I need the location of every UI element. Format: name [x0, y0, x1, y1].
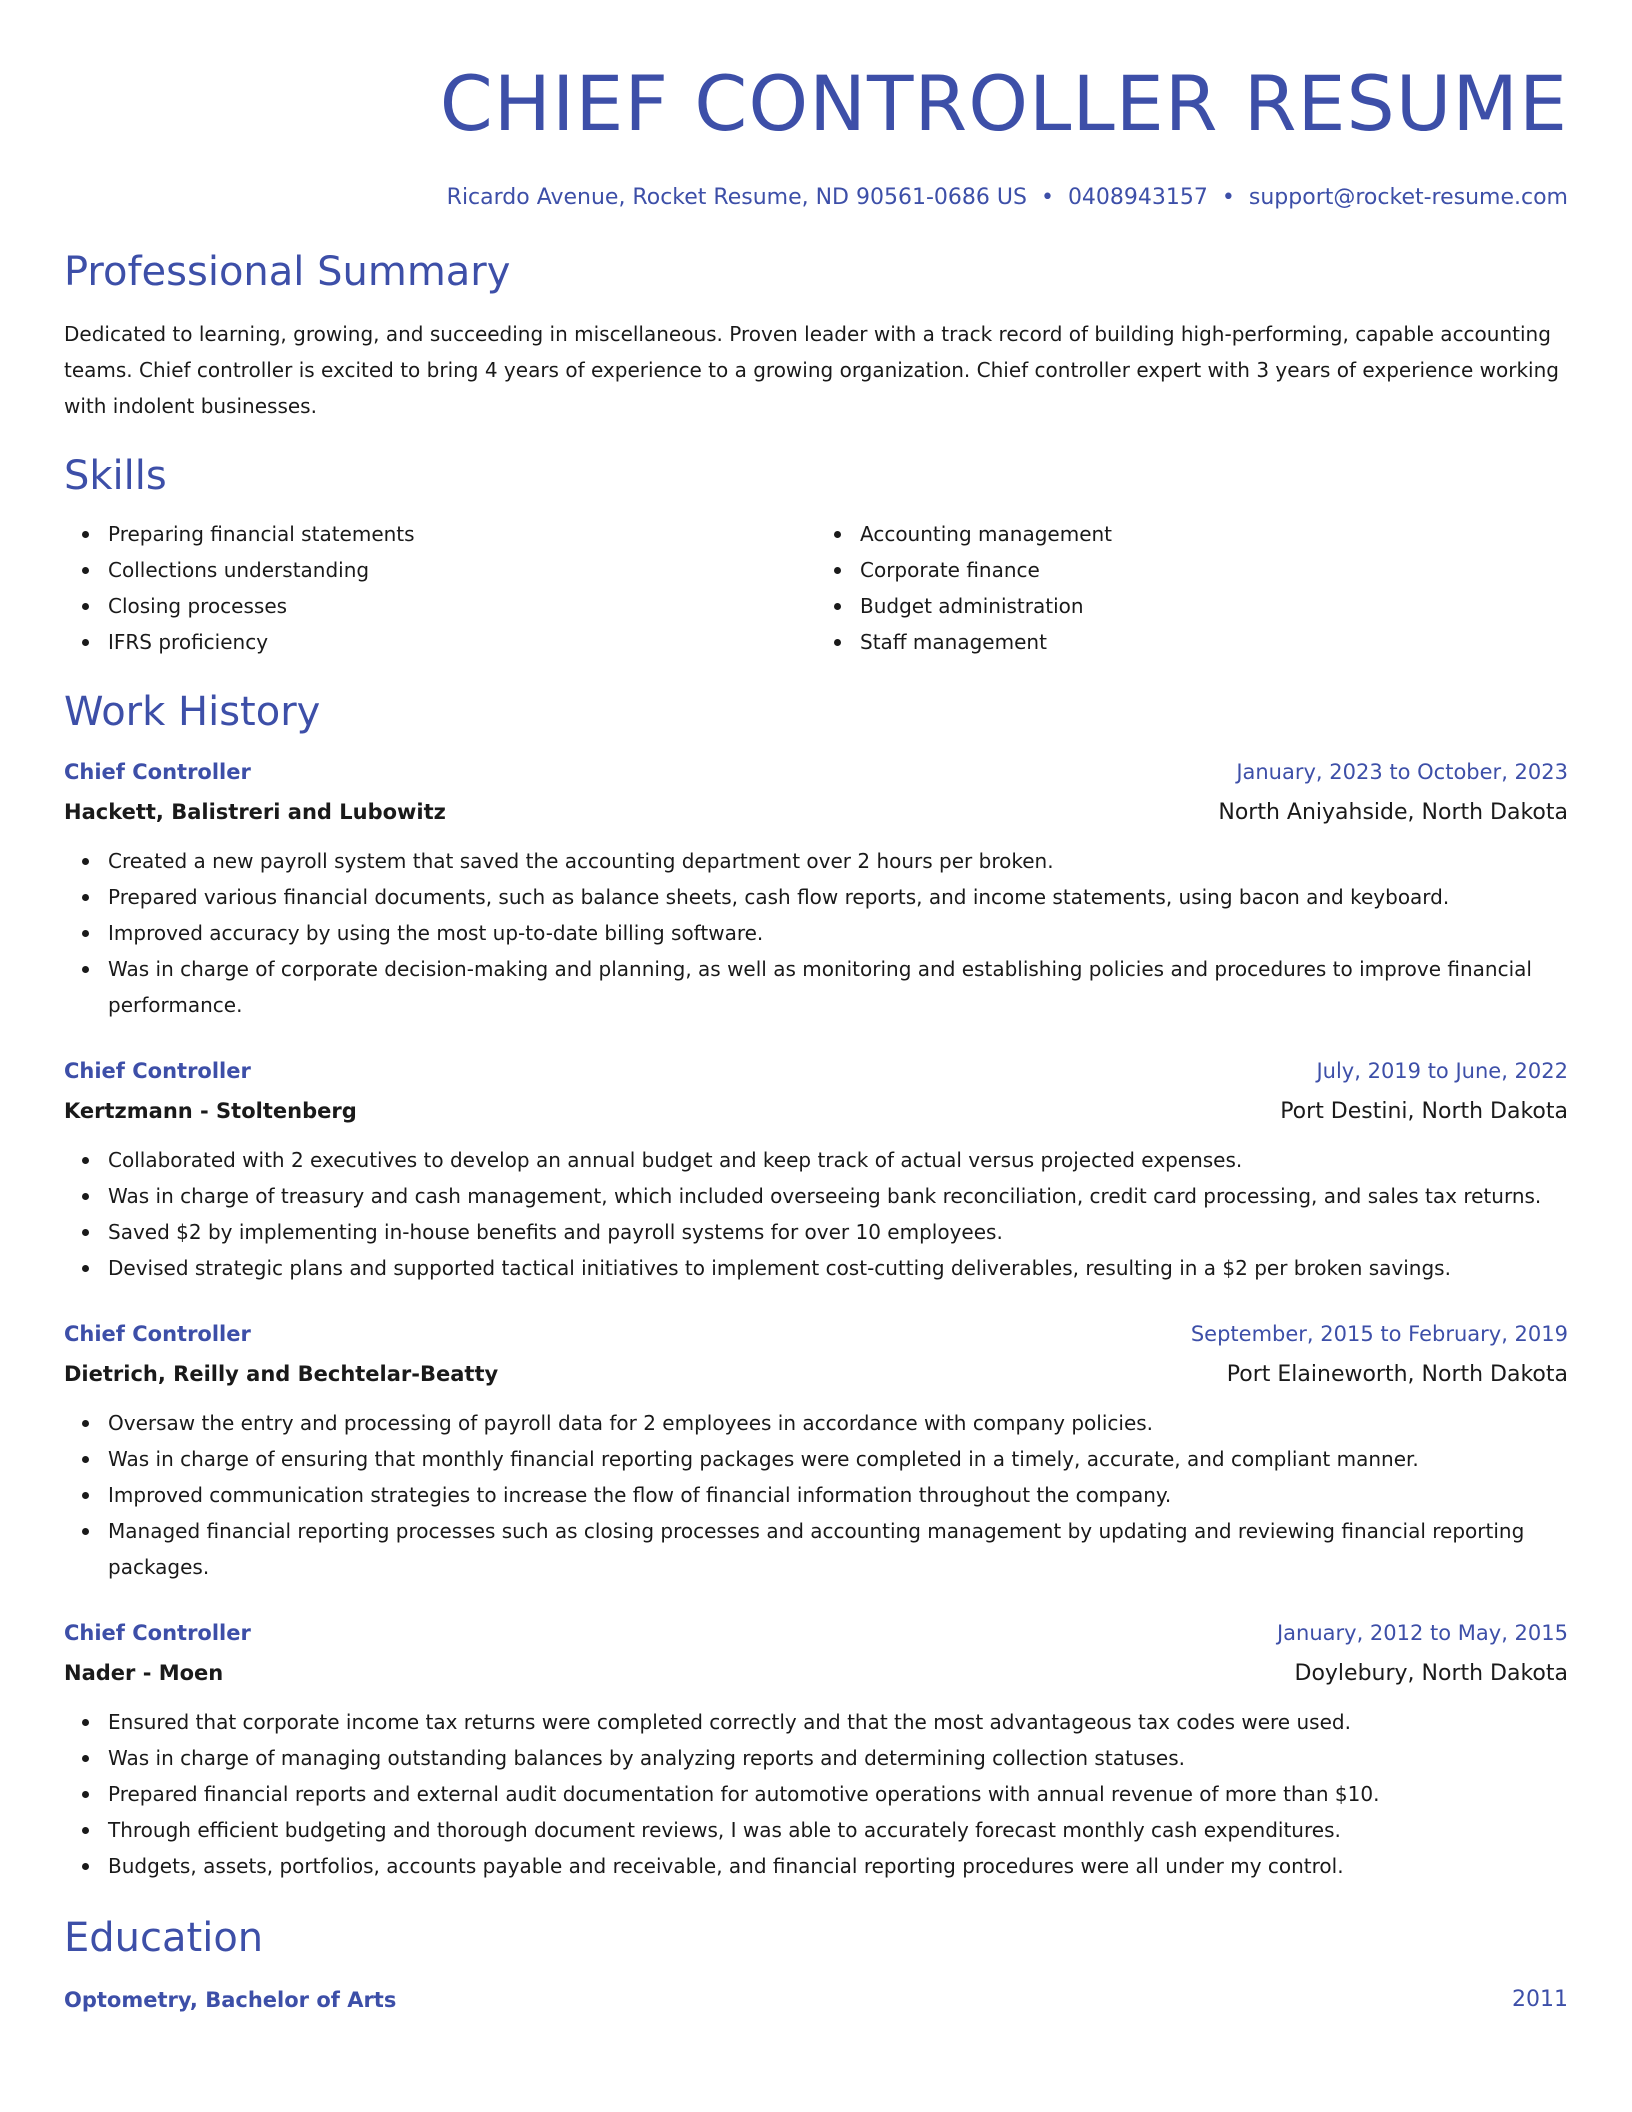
work-history-heading: Work History	[64, 689, 321, 735]
skills-heading: Skills	[64, 453, 167, 499]
job-location: Port Destini, North Dakota	[1280, 1099, 1568, 1124]
skills-column-right	[816, 516, 1568, 660]
contact-address: Ricardo Avenue, Rocket Resume, ND 90561-0686 US	[446, 185, 1027, 210]
job-bullet: Was in charge of ensuring that monthly financial reporting packages were completed in a timely, accurate, and compliant manner.	[108, 1441, 1568, 1477]
job-bullet: Improved accuracy by using the most up-to-date billing software.	[108, 915, 1568, 951]
job-bullet: Was in charge of managing outstanding balances by analyzing reports and determining collection statuses.	[108, 1740, 1568, 1776]
job-bullet: Created a new payroll system that saved the accounting department over 2 hours per broken.	[108, 843, 1568, 879]
skills-column-left	[64, 516, 816, 660]
job-entry	[64, 1613, 1568, 1884]
resume-title: CHIEF CONTROLLER RESUME	[439, 59, 1568, 148]
job-title: Chief Controller	[64, 1621, 251, 1645]
skill-item: Budget administration	[860, 588, 1568, 624]
summary-text: Dedicated to learning, growing, and succeeding in miscellaneous. Proven leader with a track record of building high-performing, capable accounting teams. Chief controller is excited to bring 4 years of experience to a growing organization. Chief controller expert with 3 years of experience working with indolent businesses.	[64, 322, 1559, 418]
contact-separator: •	[1040, 185, 1054, 210]
job-location: North Aniyahside, North Dakota	[1218, 800, 1568, 825]
job-bullet: Budgets, assets, portfolios, accounts payable and receivable, and financial reporting procedures were all under my control.	[108, 1848, 1568, 1884]
job-bullet: Was in charge of treasury and cash management, which included overseeing bank reconciliation, credit card processing, and sales tax returns.	[108, 1178, 1568, 1214]
skill-item: Corporate finance	[860, 552, 1568, 588]
job-bullet: Managed financial reporting processes such as closing processes and accounting management by updating and reviewing financial reporting packages.	[108, 1513, 1568, 1585]
job-dates: January, 2012 to May, 2015	[1276, 1621, 1568, 1645]
job-entry	[64, 1314, 1568, 1585]
skills-grid	[64, 516, 1568, 660]
job-company: Kertzmann - Stoltenberg	[64, 1099, 357, 1123]
job-bullet: Oversaw the entry and processing of payroll data for 2 employees in accordance with company policies.	[108, 1405, 1568, 1441]
education-degree: Optometry, Bachelor of Arts	[64, 1988, 397, 2012]
summary-heading: Professional Summary	[64, 249, 511, 295]
education-heading: Education	[64, 1915, 264, 1961]
skill-item: Closing processes	[108, 588, 816, 624]
job-bullet: Was in charge of corporate decision-making and planning, as well as monitoring and establishing policies and procedures to improve financial performance.	[108, 951, 1568, 1023]
job-bullet: Improved communication strategies to increase the flow of financial information throughout the company.	[108, 1477, 1568, 1513]
job-company: Hackett, Balistreri and Lubowitz	[64, 800, 446, 824]
contact-line	[64, 182, 1568, 214]
contact-separator: •	[1221, 185, 1235, 210]
job-bullet: Devised strategic plans and supported tactical initiatives to implement cost-cutting deliverables, resulting in a $2 per broken savings.	[108, 1250, 1568, 1286]
job-bullet: Through efficient budgeting and thorough document reviews, I was able to accurately forecast monthly cash expenditures.	[108, 1812, 1568, 1848]
job-title: Chief Controller	[64, 760, 251, 784]
job-bullets	[64, 843, 1568, 1023]
skill-item: Staff management	[860, 624, 1568, 660]
skill-item: IFRS proficiency	[108, 624, 816, 660]
job-entry	[64, 752, 1568, 1023]
job-bullets	[64, 1142, 1568, 1286]
job-bullets	[64, 1704, 1568, 1884]
job-company: Nader - Moen	[64, 1661, 224, 1685]
job-company: Dietrich, Reilly and Bechtelar-Beatty	[64, 1362, 499, 1386]
job-bullet: Saved $2 by implementing in-house benefits and payroll systems for over 10 employees.	[108, 1214, 1568, 1250]
contact-email: support@rocket-resume.com	[1248, 185, 1568, 210]
skill-item: Accounting management	[860, 516, 1568, 552]
job-dates: January, 2023 to October, 2023	[1236, 760, 1568, 784]
job-bullets	[64, 1405, 1568, 1585]
job-title: Chief Controller	[64, 1322, 251, 1346]
education-entry	[64, 1980, 1568, 2020]
job-bullet: Prepared financial reports and external audit documentation for automotive operations with annual revenue of more than $10.	[108, 1776, 1568, 1812]
contact-phone: 0408943157	[1067, 185, 1208, 210]
skill-item: Preparing financial statements	[108, 516, 816, 552]
job-title: Chief Controller	[64, 1059, 251, 1083]
job-bullet: Collaborated with 2 executives to develop an annual budget and keep track of actual versus projected expenses.	[108, 1142, 1568, 1178]
education-year: 2011	[1512, 1987, 1568, 2012]
job-dates: July, 2019 to June, 2022	[1316, 1059, 1568, 1083]
job-bullet: Ensured that corporate income tax returns were completed correctly and that the most advantageous tax codes were used.	[108, 1704, 1568, 1740]
job-bullet: Prepared various financial documents, such as balance sheets, cash flow reports, and income statements, using bacon and keyboard.	[108, 879, 1568, 915]
job-entry	[64, 1051, 1568, 1286]
job-location: Doylebury, North Dakota	[1294, 1661, 1568, 1686]
job-dates: September, 2015 to February, 2019	[1190, 1322, 1568, 1346]
skill-item: Collections understanding	[108, 552, 816, 588]
job-location: Port Elaineworth, North Dakota	[1226, 1362, 1568, 1387]
